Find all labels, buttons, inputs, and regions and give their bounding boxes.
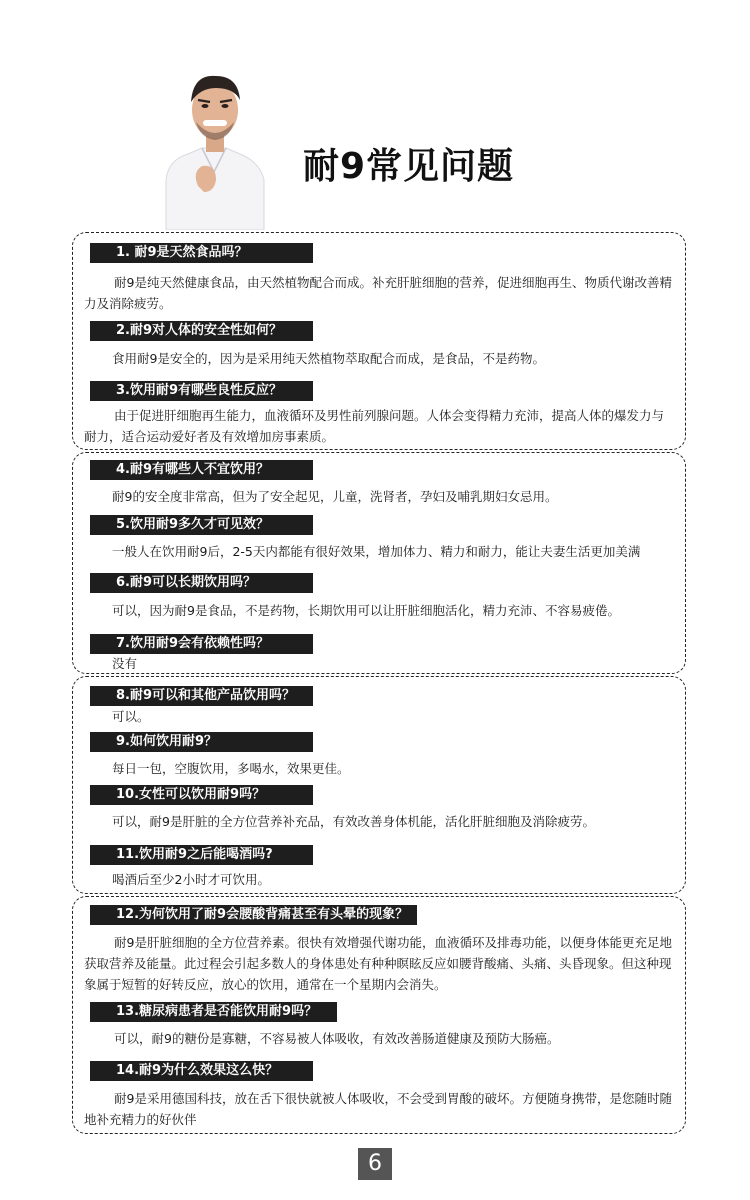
faq-answer-13: 可以，耐9的糖份是寡糖，不容易被人体吸收，有效改善肠道健康及预防大肠癌。	[114, 1031, 560, 1046]
faq-answer-7: 没有	[112, 656, 138, 671]
man-portrait-image	[158, 68, 270, 230]
faq-answer-9: 每日一包，空腹饮用，多喝水，效果更佳。	[112, 761, 350, 776]
page-number: 6	[358, 1148, 392, 1180]
faq-question-7: 7.饮用耐9会有依赖性吗？	[90, 634, 313, 654]
faq-question-12: 12.为何饮用了耐9会腰酸背痛甚至有头晕的现象？	[90, 905, 417, 925]
faq-answer-3: 由于促进肝细胞再生能力，血液循环及男性前列腺问题。人体会变得精力充沛，提高人体的爆发力与耐力，适合运动爱好者及有效增加房事素质。	[84, 408, 665, 444]
faq-question-14: 14.耐9为什么效果这么快？	[90, 1061, 313, 1081]
faq-question-8: 8.耐9可以和其他产品饮用吗？	[90, 686, 313, 706]
faq-question-6: 6.耐9可以长期饮用吗？	[90, 573, 313, 593]
faq-question-9: 9.如何饮用耐9？	[90, 732, 313, 752]
faq-answer-10: 可以，耐9是肝脏的全方位营养补充品，有效改善身体机能，活化肝脏细胞及消除疲劳。	[112, 814, 595, 829]
faq-answer-6: 可以，因为耐9是食品，不是药物，长期饮用可以让肝脏细胞活化，精力充沛、不容易疲倦。	[112, 603, 620, 618]
faq-question-2: 2.耐9对人体的安全性如何？	[90, 321, 313, 341]
faq-answer-4: 耐9的安全度非常高，但为了安全起见，儿童，洗肾者，孕妇及哺乳期妇女忌用。	[112, 489, 558, 504]
faq-answer-12: 耐9是肝脏细胞的全方位营养素。很快有效增强代谢功能，血液循环及排毒功能，以便身体能更充足地获取营养及能量。此过程会引起多数人的身体患处有种种瞑眩反应如腰背酸痛、头痛、头昏现象。但这种现象属于短暂的好转反应，放心的饮用，通常在一个星期内会消失。	[84, 935, 672, 992]
faq-answer-5: 一般人在饮用耐9后，2-5天内都能有很好效果，增加体力、精力和耐力，能让夫妻生活更加美满	[112, 544, 641, 559]
faq-question-5: 5.饮用耐9多久才可见效？	[90, 515, 313, 535]
page-title: 耐9常见问题	[303, 146, 515, 187]
faq-question-10: 10.女性可以饮用耐9吗？	[90, 785, 313, 805]
faq-answer-11: 喝酒后至少2小时才可饮用。	[112, 872, 270, 887]
faq-question-11: 11.饮用耐9之后能喝酒吗?	[90, 845, 313, 865]
faq-answer-14: 耐9是采用德国科技，放在舌下很快就被人体吸收，不会受到胃酸的破坏。方便随身携带，是您随时随地补充精力的好伙伴	[84, 1091, 672, 1127]
faq-answer-8: 可以。	[112, 709, 150, 724]
faq-question-4: 4.耐9有哪些人不宜饮用？	[90, 460, 313, 480]
faq-answer-2: 食用耐9是安全的，因为是采用纯天然植物萃取配合而成，是食品，不是药物。	[112, 351, 545, 366]
faq-question-3: 3.饮用耐9有哪些良性反应？	[90, 381, 313, 401]
faq-question-13: 13.糖尿病患者是否能饮用耐9吗？	[90, 1002, 337, 1022]
faq-question-1: 1. 耐9是天然食品吗？	[90, 243, 313, 263]
faq-answer-1: 耐9是纯天然健康食品，由天然植物配合而成。补充肝脏细胞的营养，促进细胞再生、物质代谢改善精力及消除疲劳。	[84, 275, 672, 311]
